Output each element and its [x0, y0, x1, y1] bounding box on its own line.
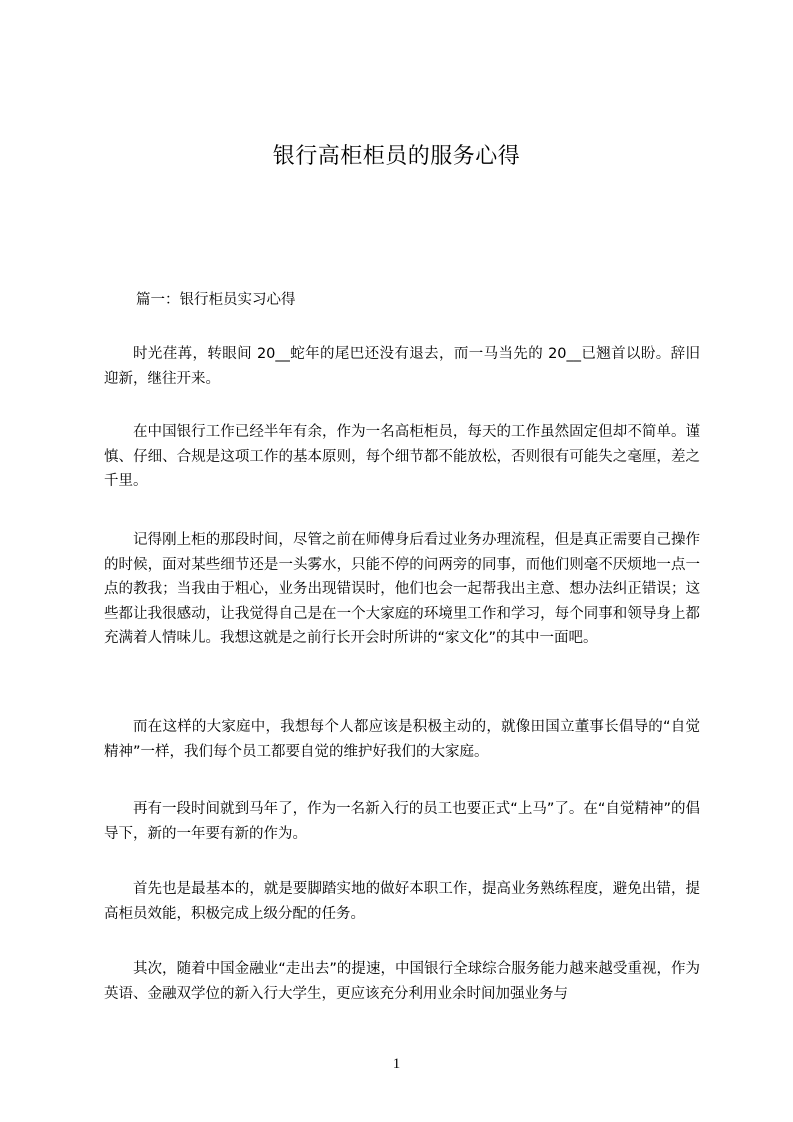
document-title: 银行高柜柜员的服务心得 — [272, 144, 521, 169]
paragraph-3: 记得刚上柜的那段时间，尽管之前在师傅身后看过业务办理流程，但是真正需要自己操作的时候，面对某些细节还是一头雾水，只能不停的问两旁的同事，而他们则毫不厌烦地一点一点的教我；当我由于粗心，业务出现错误时，他们也会一起帮我出主意、想办法纠正错误；这些都让我很感动，让我觉得自己是在一个大家庭的环境里工作和学习，每个同事和领导身上都充满着人情味儿。我想这就是之前行长开会时所讲的“家文化”的其中一面吧。 — [104, 532, 700, 646]
paragraph-5: 再有一段时间就到马年了，作为一名新入行的员工也要正式“上马”了。在“自觉精神”的倡导下，新的一年要有新的作为。 — [104, 801, 700, 842]
paragraph-2: 在中国银行工作已经半年有余，作为一名高柜柜员，每天的工作虽然固定但却不简单。谨慎、仔细、合规是这项工作的基本原则，每个细节都不能放松，否则很有可能失之毫厘，差之千里。 — [104, 424, 700, 489]
paragraph-1: 时光荏苒，转眼间 20__蛇年的尾巴还没有退去，而一马当先的 20__已翘首以盼。辞旧迎新，继往开来。 — [104, 346, 700, 387]
paragraph-6: 首先也是最基本的，就是要脚踏实地的做好本职工作，提高业务熟练程度，避免出错，提高柜员效能，积极完成上级分配的任务。 — [104, 881, 700, 922]
section-heading: 篇一：银行柜员实习心得 — [136, 292, 296, 308]
paragraph-4: 而在这样的大家庭中，我想每个人都应该是积极主动的，就像田国立董事长倡导的“自觉精神”一样，我们每个员工都要自觉的维护好我们的大家庭。 — [104, 719, 700, 760]
paragraph-7: 其次，随着中国金融业“走出去”的提速，中国银行全球综合服务能力越来越受重视，作为英语、金融双学位的新入行大学生，更应该充分利用业余时间加强业务与 — [104, 961, 700, 1002]
page-number: 1 — [392, 1056, 401, 1072]
